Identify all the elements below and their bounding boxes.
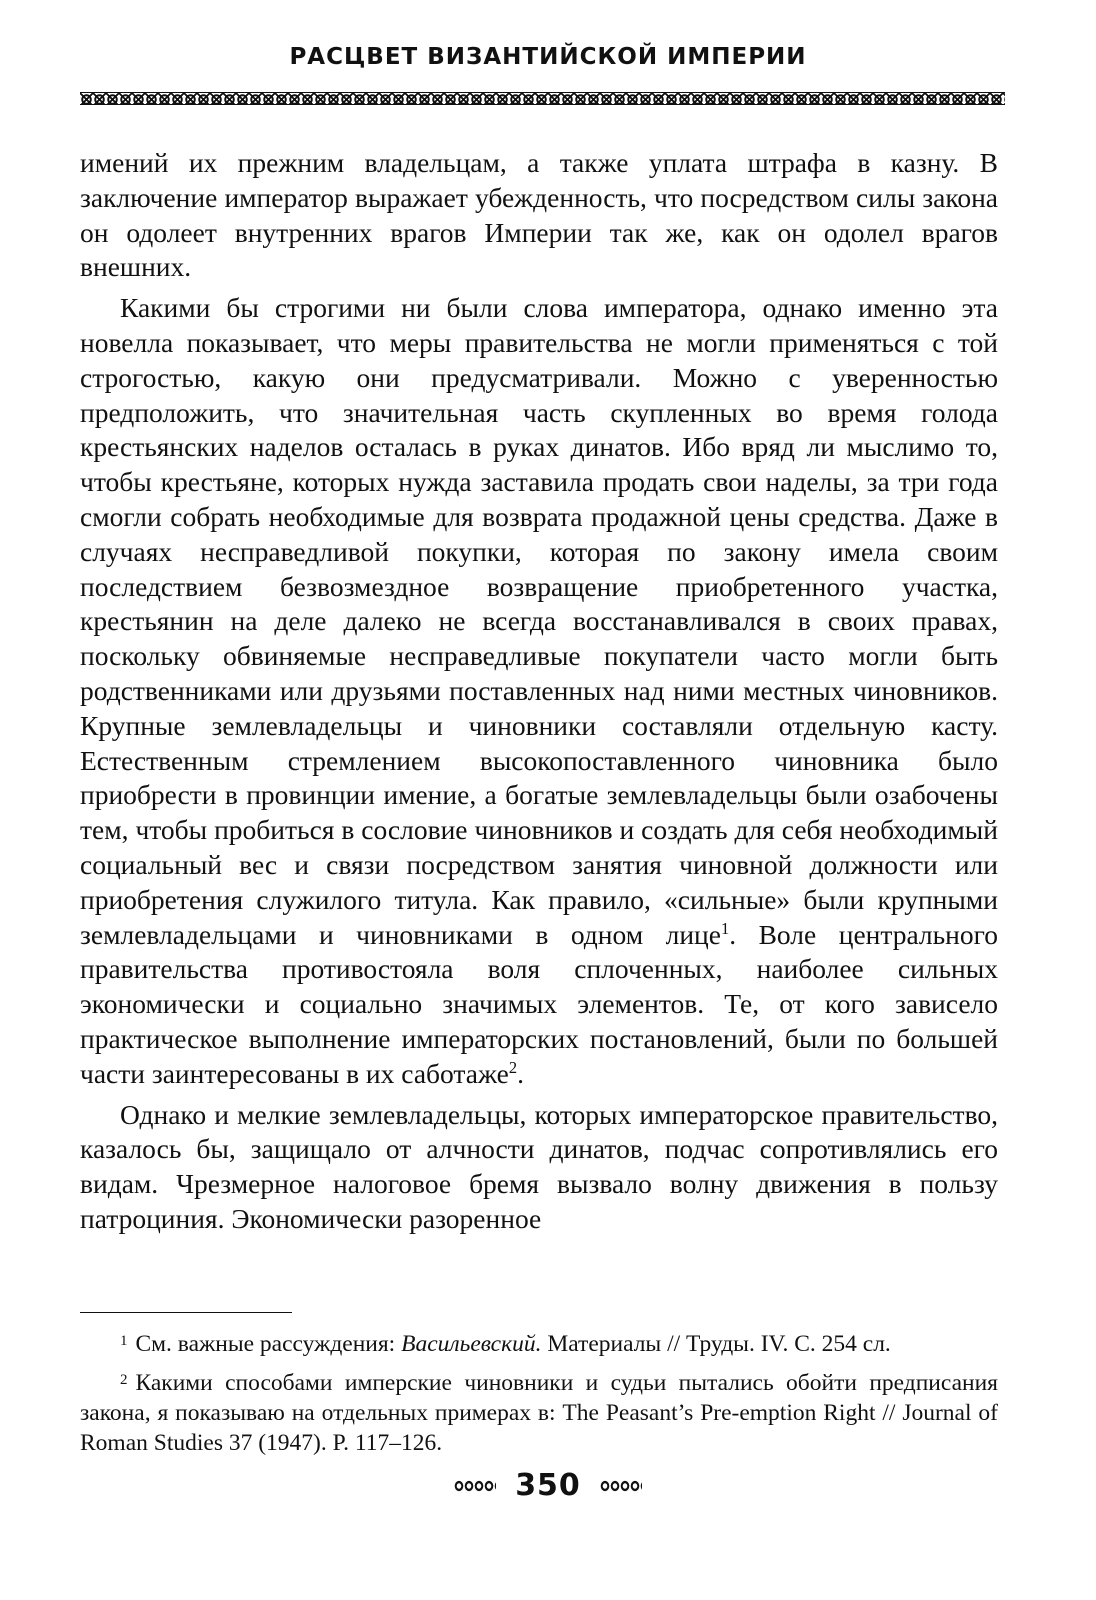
paragraph-2 <box>80 291 998 1091</box>
page-footer <box>0 1468 1096 1503</box>
footnote-text: Материалы // Труды. IV. С. 254 сл. <box>541 1331 891 1357</box>
footnote-ref-2[interactable]: 2 <box>508 1057 518 1077</box>
footnote-number: 2 <box>120 1372 128 1388</box>
footnote-text: Какими способами имперские чиновники и судьи пытались обойти предписания закона, я показываю на отдельных примерах в: The Peasant’s Pre-emption Right // Journal of Roman Studies 37 (1947). P. 117–126. <box>80 1370 998 1456</box>
footnote-2 <box>80 1365 998 1458</box>
page-number: 350 <box>515 1468 581 1503</box>
footnote-text: См. важные рассуждения: <box>135 1331 402 1357</box>
paragraph-3: Однако и мелкие землевладельцы, которых императорское правительство, казалось бы, защищало от алчности динатов, подчас сопротивлялись его видам. Чрезмерное налоговое бремя вызвало волну движения в пользу патроциния. Экономически разоренное <box>80 1098 998 1234</box>
page-number-ornament-left <box>454 1480 496 1492</box>
page-number-ornament-right <box>600 1480 642 1492</box>
footnotes <box>80 1326 998 1464</box>
running-header <box>0 44 1096 70</box>
footnote-author: Васильевский. <box>401 1331 542 1357</box>
footnote-number: 1 <box>120 1333 128 1349</box>
running-header-title: РАСЦВЕТ ВИЗАНТИЙСКОЙ ИМПЕРИИ <box>289 44 807 70</box>
header-ornament-band <box>80 92 1005 105</box>
main-text <box>80 146 998 1237</box>
paragraph-2-end: . <box>517 1057 524 1089</box>
paragraph-2-continuation: . Воле центрального правительства противостояла воля сплоченных, наиболее сильных экономически и социально значимых элементов. Те, от кого зависело практическое выполнение императорских постановлений, были по большей части заинтересованы в их саботаже <box>80 918 998 1089</box>
footnote-ref-1[interactable]: 1 <box>720 918 730 938</box>
footnote-1 <box>80 1326 998 1359</box>
paragraph-2-text: Какими бы строгими ни были слова императора, однако именно эта новелла показывает, что меры правительства не могли применяться с той строгостью, какую они предусматривали. Можно с уверенностью предположить, что значительная часть скупленных во время голода крестьянских наделов осталась в руках динатов. Ибо вряд ли мыслимо то, чтобы крестьяне, которых нужда заставила продать свои наделы, за три года смогли собрать необходимые для возврата продажной цены средства. Даже в случаях несправедливой покупки, которая по закону имела своим последствием безвозмездное возвращение приобретенного участка, крестьянин на деле далеко не всегда восстанавливался в своих правах, поскольку обвиняемые несправедливые покупатели часто могли быть родственниками или друзьями поставленных над ними местных чиновников. Крупные землевладельцы и чиновники составляли отдельную касту. Естественным стремлением высокопоставленного чиновника было приобрести в провинции имение, а богатые землевладельцы были озабочены тем, чтобы пробиться в сословие чиновников и создать для себя необходимый социальный вес и связи посредством занятия чиновной должности или приобретения служилого титула. Как правило, «сильные» были крупными землевладельцами и чиновниками в одном лице <box>80 292 998 950</box>
footnote-divider <box>80 1312 292 1313</box>
paragraph-1: имений их прежним владельцам, а также уплата штрафа в казну. В заключение император выражает убежденность, что посредством силы закона он одолеет внутренних врагов Империи так же, как он одолел врагов внешних. <box>80 147 998 283</box>
